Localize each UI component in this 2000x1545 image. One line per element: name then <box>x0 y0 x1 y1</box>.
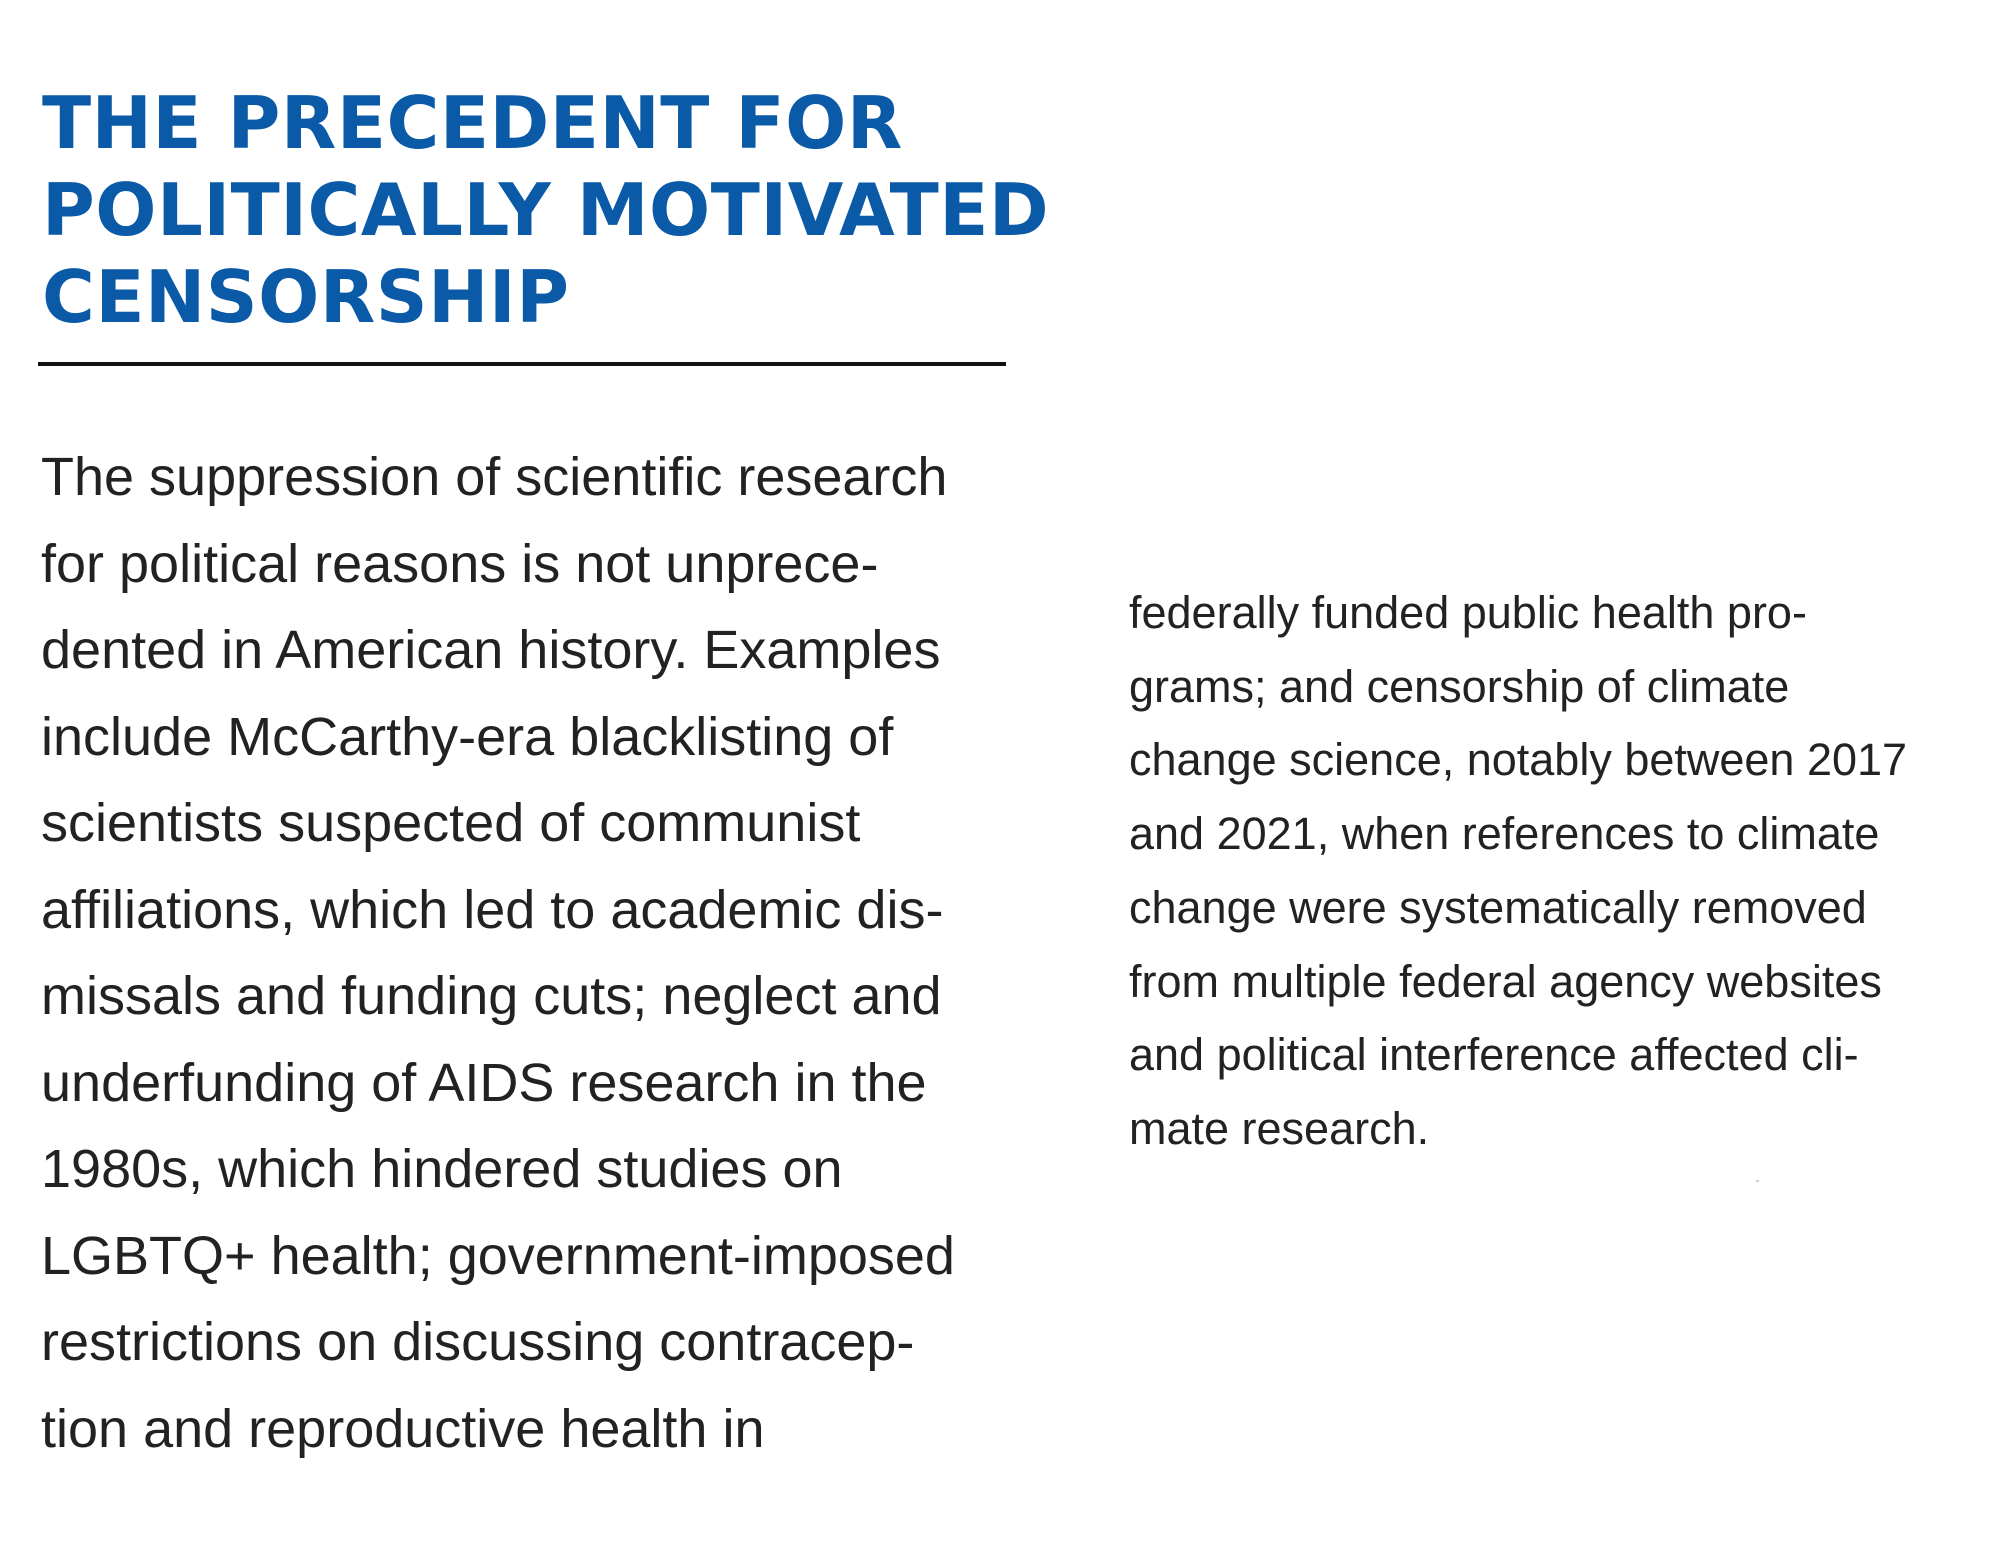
text-line: affiliations, which led to academic dis- <box>41 879 944 940</box>
body-column-right <box>1129 576 1907 1166</box>
heading-line: CENSORSHIP <box>42 255 570 339</box>
text-line: federally funded public health pro- <box>1129 587 1807 638</box>
text-line: LGBTQ+ health; government-imposed <box>41 1225 955 1286</box>
text-line: include McCarthy-era blacklisting of <box>41 706 894 767</box>
text-line: for political reasons is not unprece- <box>41 533 879 594</box>
text-line: missals and funding cuts; neglect and <box>41 966 942 1026</box>
text-line: underfunding of AIDS research in the <box>41 1052 927 1113</box>
heading-line: POLITICALLY MOTIVATED <box>42 168 1050 252</box>
body-column-left <box>41 434 955 1472</box>
text-line: scientists suspected of communist <box>41 793 861 853</box>
text-line: and 2021, when references to climate <box>1129 808 1880 860</box>
text-line: 1980s, which hindered studies on <box>41 1139 843 1199</box>
heading-line: THE PRECEDENT FOR <box>42 81 903 165</box>
text-line: and political interference affected cli- <box>1129 1029 1859 1081</box>
heading-divider <box>38 362 1006 366</box>
text-line: from multiple federal agency websites <box>1129 955 1882 1007</box>
text-line: restrictions on discussing contracep- <box>41 1312 915 1372</box>
section-heading <box>42 80 1050 341</box>
text-line: mate research. <box>1129 1102 1430 1154</box>
text-line: dented in American history. Examples <box>41 620 941 680</box>
text-line: The suppression of scientific research <box>41 447 948 507</box>
text-line: change were systematically removed <box>1129 881 1867 933</box>
text-line: change science, notably between 2017 <box>1129 734 1908 786</box>
scan-speck <box>1756 1180 1759 1182</box>
text-line: grams; and censorship of climate <box>1129 660 1790 712</box>
text-line: tion and reproductive health in <box>41 1398 765 1459</box>
